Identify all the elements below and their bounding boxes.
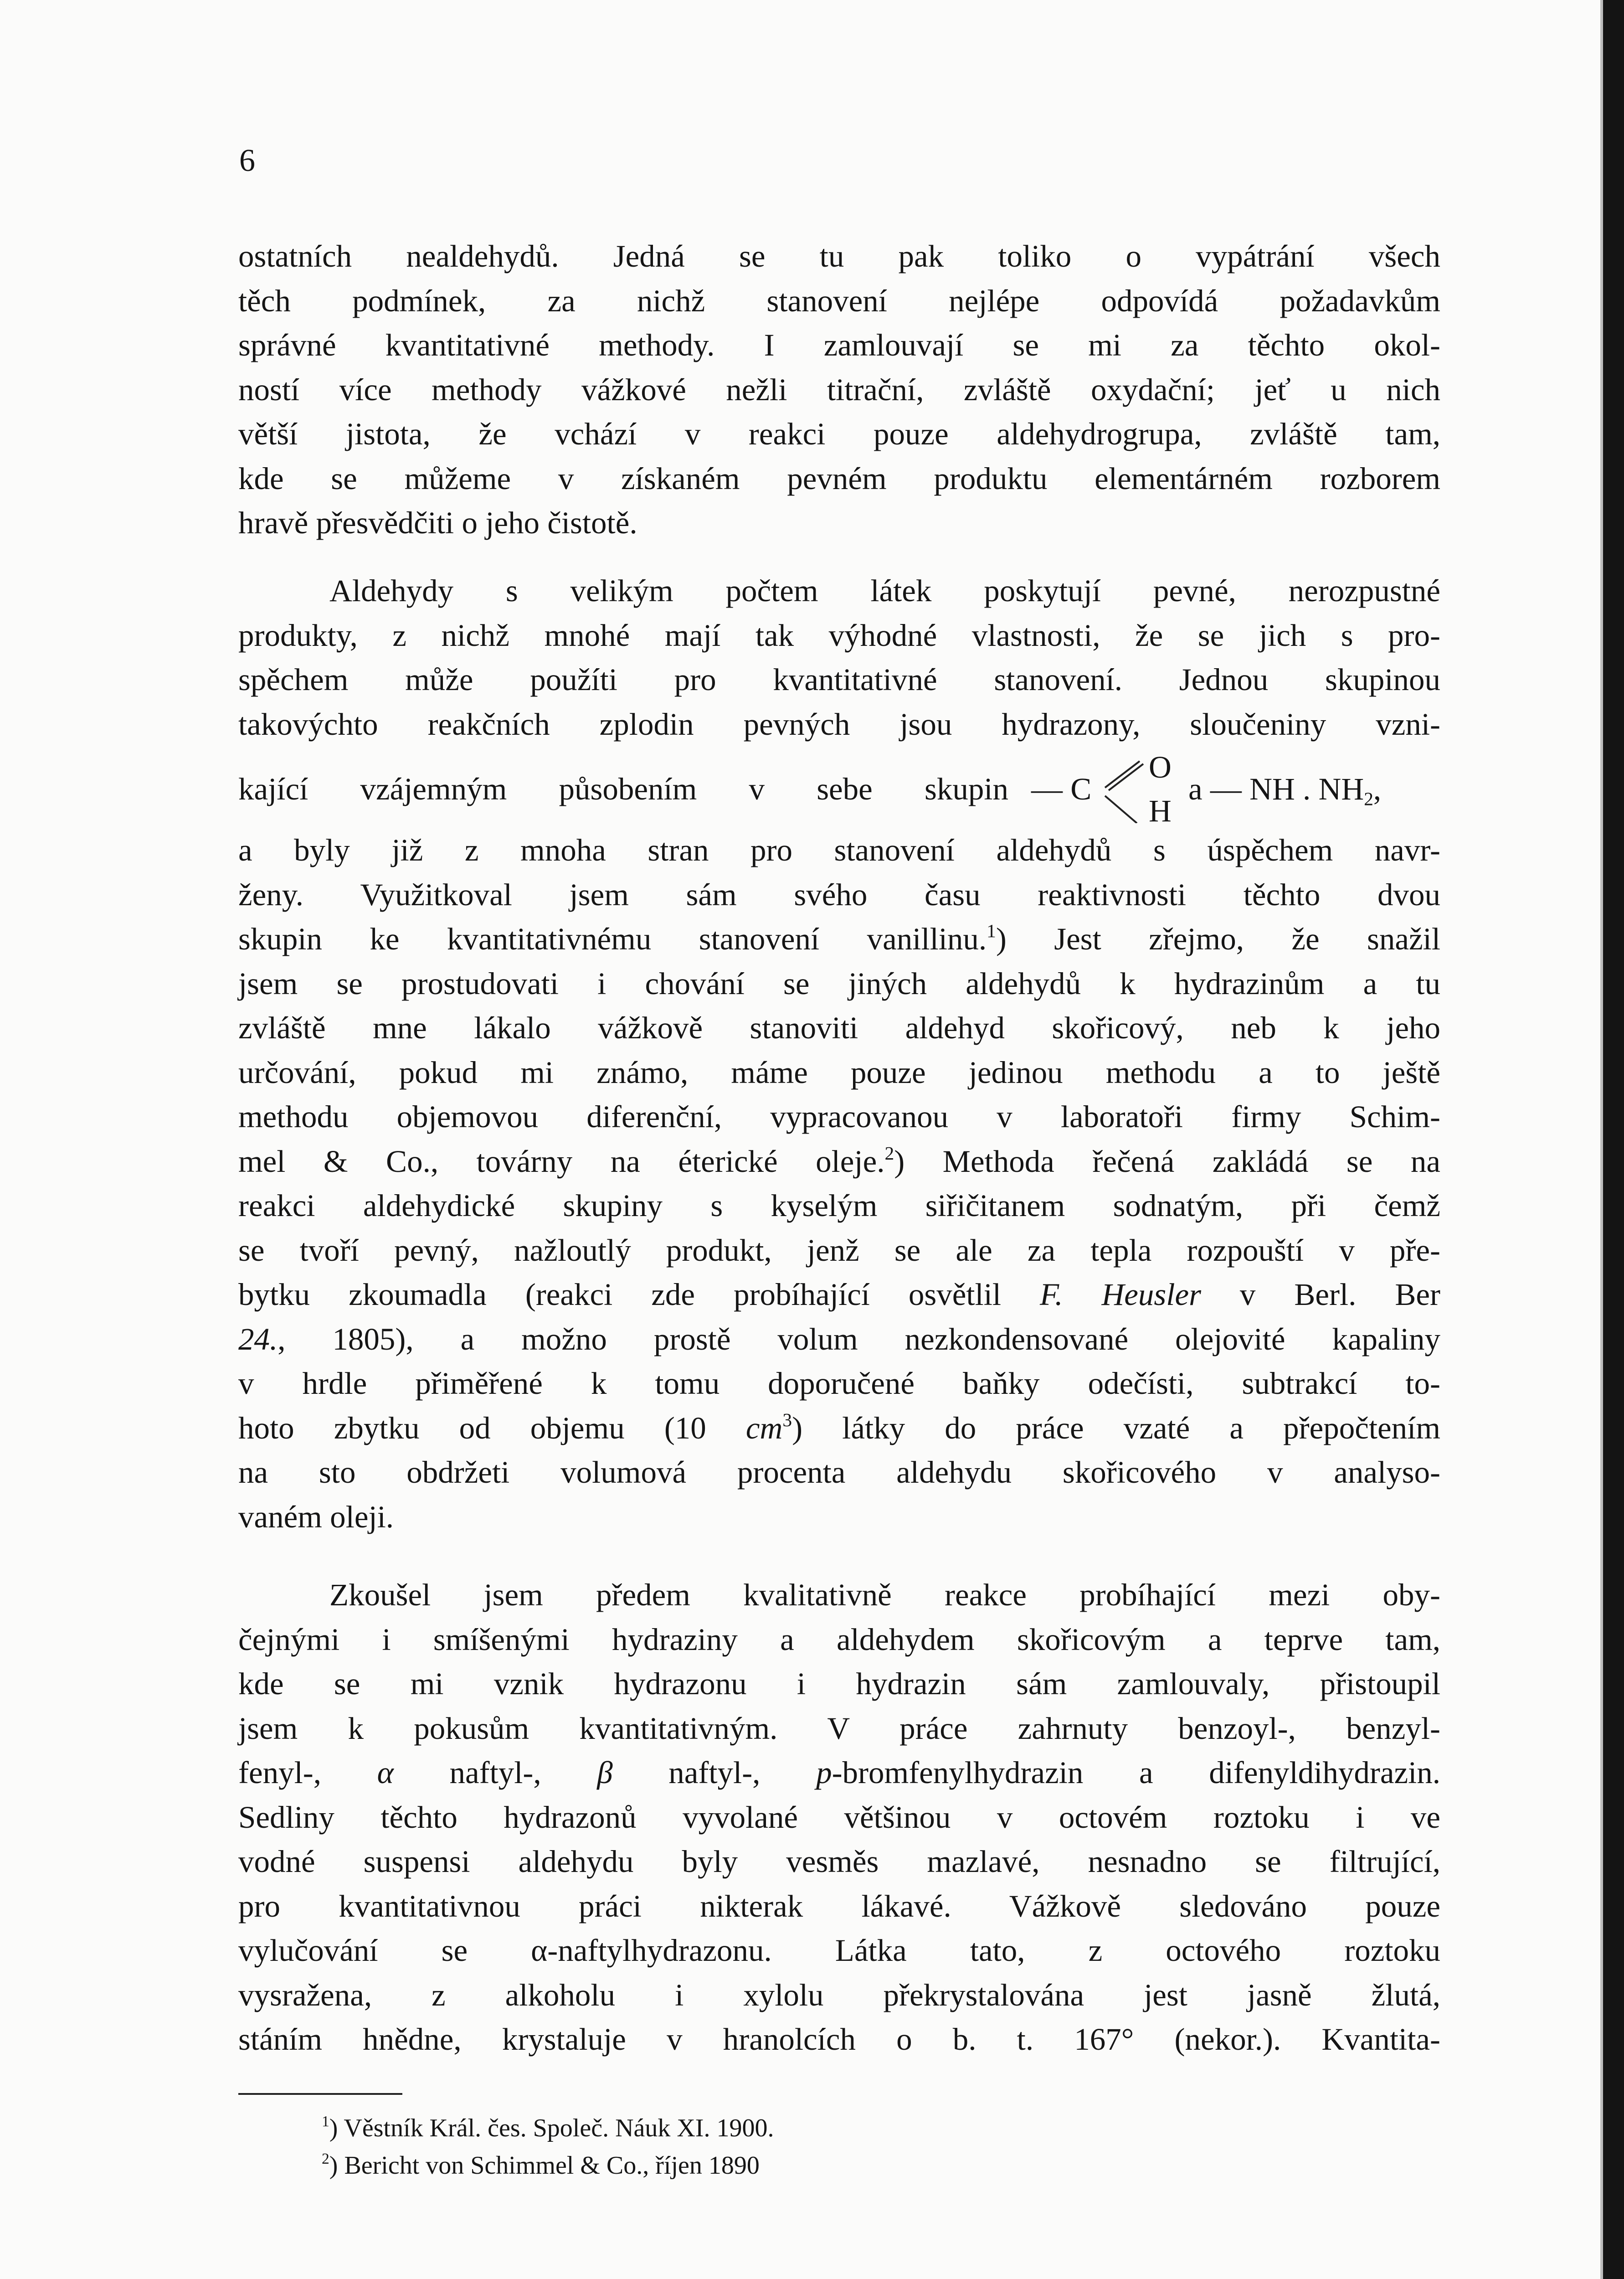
- text-line: Aldehydy s velikým počtem látek poskytují pevné, nerozpustné: [329, 573, 1440, 608]
- text-line: [238, 1273, 1440, 1317]
- footnote-separator: [238, 2093, 402, 2095]
- text-segment: ) látky do práce vzaté a přepočtením: [792, 1410, 1440, 1445]
- italic-text: cm: [745, 1410, 783, 1445]
- text-line: [238, 1140, 1440, 1184]
- italic-text: F. Heusler: [1040, 1277, 1201, 1312]
- text-segment: skupin ke kvantitativnému stanovení vanillinu.: [238, 922, 987, 956]
- text-line: ostatních nealdehydů. Jedná se tu pak toliko o vypátrání všech: [238, 239, 1440, 273]
- text-line: zvláště mne lákalo vážkově stanoviti aldehyd skořicový, neb k jeho: [238, 1011, 1440, 1045]
- text-line: vodné suspensi aldehydu byly vesměs mazlavé, nesnadno se filtrující,: [238, 1844, 1440, 1879]
- double-bond-line-1: [1105, 761, 1140, 788]
- text-line: [238, 917, 1440, 962]
- formula-line-text: kající vzájemným působením v sebe skupin: [238, 772, 1008, 806]
- text-line: methodu objemovou diferenční, vypracovanou v laboratoři firmy Schim-: [238, 1099, 1440, 1134]
- footnote-reference: 2: [884, 1142, 894, 1164]
- text-line: ností více methody vážkové nežli titrační, zvláště oxydační; jeť u nich: [238, 372, 1440, 407]
- text-line: v hrdle přiměřené k tomu doporučené baňky odečísti, subtrakcí to-: [238, 1366, 1440, 1401]
- text-segment: v Berl. Ber: [1201, 1277, 1441, 1312]
- text-line: kde se mi vznik hydrazonu i hydrazin sám zamlouvaly, přistoupil: [238, 1666, 1440, 1701]
- text-segment: fenyl-,: [238, 1755, 377, 1790]
- text-segment: -bromfenylhydrazin a difenyldihydrazin.: [832, 1755, 1440, 1790]
- footnote-1: [322, 2110, 774, 2146]
- formula-hydrazine-group: [1188, 767, 1381, 812]
- text-line: kde se můžeme v získaném pevném produktu elementárném rozborem: [238, 461, 1440, 496]
- scan-edge: [1603, 0, 1624, 2279]
- text-line: jsem k pokusům kvantitativným. V práce zahrnuty benzoyl-, benzyl-: [238, 1711, 1440, 1746]
- text-line: vaném oleji.: [238, 1499, 394, 1534]
- text-line: větší jistota, že vchází v reakci pouze aldehydrogrupa, zvláště tam,: [238, 417, 1440, 451]
- formula-oxygen: O: [1149, 750, 1172, 784]
- text-line: stáním hnědne, krystaluje v hranolcích o b. t. 167° (nekor.). Kvantita-: [238, 2022, 1440, 2057]
- text-line: správné kvantitativné methody. I zamlouvají se mi za těchto okol-: [238, 328, 1440, 362]
- footnote-reference: 1: [987, 920, 996, 942]
- footnote-text: ) Věstník Král. čes. Společ. Náuk XI. 1900.: [329, 2114, 774, 2142]
- formula-carbon: — C: [1031, 772, 1092, 806]
- formula-line: [238, 750, 1440, 828]
- text-segment: bytku zkoumadla (reakci zde probíhající osvětlil: [238, 1277, 1040, 1312]
- page-number: 6: [239, 143, 255, 178]
- text-line: reakci aldehydické skupiny s kyselým siřičitanem sodnatým, při čemž: [238, 1188, 1440, 1223]
- formula-subscript: 2: [1364, 788, 1373, 810]
- formula-hydrogen: H: [1149, 794, 1172, 828]
- footnote-mark: 2: [322, 2150, 329, 2168]
- italic-text: 24.: [238, 1321, 278, 1356]
- italic-text: β: [597, 1755, 613, 1790]
- footnote-mark: 1: [322, 2113, 329, 2130]
- text-segment: ) Jest zřejmo, že snažil: [996, 922, 1440, 956]
- text-line: [238, 1406, 1440, 1451]
- formula-bonds: [1100, 755, 1150, 823]
- text-line: [238, 1317, 1440, 1362]
- text-segment: naftyl-,: [393, 1755, 597, 1790]
- italic-text: α: [377, 1755, 394, 1790]
- text-line: těch podmínek, za nichž stanovení nejlépe odpovídá požadavkům: [238, 283, 1440, 318]
- text-line: a byly již z mnoha stran pro stanovení aldehydů s úspěchem navr-: [238, 833, 1440, 867]
- text-segment: mel & Co., továrny na éterické oleje.: [238, 1144, 885, 1179]
- double-bond-line-2: [1109, 764, 1143, 790]
- single-bond-line: [1105, 796, 1137, 823]
- text-line: vysražena, z alkoholu i xylolu překrystalována jest jasně žlutá,: [238, 1977, 1440, 2012]
- text-line: takovýchto reakčních zplodin pevných jsou hydrazony, sloučeniny vzni-: [238, 706, 1440, 742]
- text-line: Sedliny těchto hydrazonů vyvolané většinou v octovém roztoku i ve: [238, 1799, 1440, 1835]
- text-line: se tvoří pevný, nažloutlý produkt, jenž se ale za tepla rozpouští v pře-: [238, 1232, 1440, 1268]
- text-line: produkty, z nichž mnohé mají tak výhodné vlastnosti, že se jich s pro-: [238, 618, 1440, 653]
- text-line: [238, 1751, 1440, 1795]
- footnote-text: ) Bericht von Schimmel & Co., říjen 1890: [329, 2151, 760, 2180]
- footnote-reference: 3: [782, 1409, 792, 1430]
- text-segment: , 1805), a možno prostě volum nezkondensované olejovité kapaliny: [278, 1321, 1440, 1356]
- text-line: spěchem může použíti pro kvantitativné stanovení. Jednou skupinou: [238, 662, 1440, 697]
- text-line: Zkoušel jsem předem kvalitativně reakce probíhající mezi oby-: [329, 1578, 1440, 1612]
- paragraph-1: [238, 234, 1440, 546]
- text-segment: hoto zbytku od objemu (10: [238, 1410, 746, 1445]
- text-line: určování, pokud mi známo, máme pouze jedinou methodu a to ještě: [238, 1055, 1440, 1090]
- text-line: na sto obdržeti volumová procenta aldehydu skořicového v analyso-: [238, 1455, 1440, 1490]
- formula-trailing: ,: [1373, 772, 1382, 806]
- text-line: vylučování se α-naftylhydrazonu. Látka tato, z octového roztoku: [238, 1933, 1440, 1968]
- paragraph-3: [238, 1573, 1440, 2062]
- text-line: jsem se prostudovati i chování se jiných aldehydů k hydrazinům a tu: [238, 966, 1440, 1001]
- formula-rest: a — NH . NH: [1188, 772, 1364, 806]
- paragraph-2-end: [238, 828, 1440, 1539]
- text-segment: ) Methoda řečená zakládá se na: [894, 1144, 1440, 1179]
- italic-text: p: [816, 1755, 832, 1790]
- text-line: hravě přesvědčiti o jeho čistotě.: [238, 505, 637, 540]
- text-line: čejnými i smíšenými hydraziny a aldehydem skořicovým a teprve tam,: [238, 1622, 1440, 1657]
- text-line: pro kvantitativnou práci nikterak lákavé. Vážkově sledováno pouze: [238, 1888, 1440, 1923]
- text-line: ženy. Využitkoval jsem sám svého času reaktivnosti těchto dvou: [238, 877, 1440, 912]
- text-segment: naftyl-,: [612, 1755, 817, 1790]
- footnote-2: [322, 2147, 760, 2184]
- paragraph-2-start: [238, 569, 1440, 747]
